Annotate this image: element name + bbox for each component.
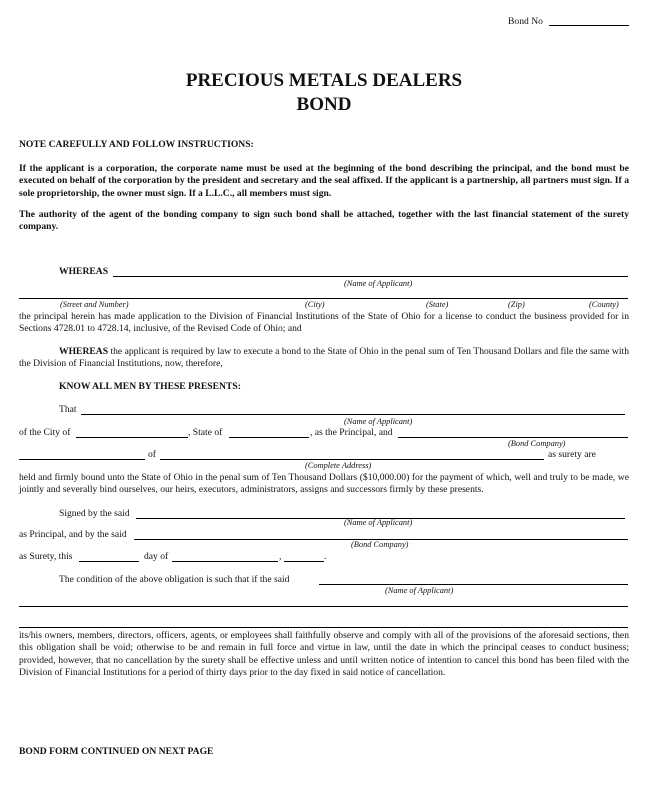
whereas-label: WHEREAS: [59, 266, 109, 277]
signed-name-caption: (Name of Applicant): [344, 518, 413, 527]
year-field[interactable]: [284, 561, 324, 562]
of-the-city-of-label: of the City of: [19, 427, 71, 438]
that-label: That: [59, 404, 77, 415]
condition-label: The condition of the above obligation is such that if the said: [59, 574, 290, 585]
state-field[interactable]: [229, 437, 309, 438]
applicant-name-caption: (Name of Applicant): [344, 279, 413, 288]
title-line-1: PRECIOUS METALS DEALERS: [185, 70, 463, 91]
county-caption: (County): [589, 300, 619, 309]
that-name-field[interactable]: [81, 414, 625, 415]
whereas-2-label: WHEREAS: [59, 346, 109, 357]
signed-by-label: Signed by the said: [59, 508, 130, 519]
state-caption: (State): [426, 300, 449, 309]
city-caption: (City): [305, 300, 325, 309]
know-all-men-heading: KNOW ALL MEN BY THESE PRESENTS:: [59, 381, 241, 392]
bond-company-field[interactable]: [398, 437, 628, 438]
note-heading: NOTE CAREFULLY AND FOLLOW INSTRUCTIONS:: [19, 139, 254, 150]
surety-name-field[interactable]: [19, 459, 145, 460]
whereas-2-text: the applicant is required by law to execute a bond to the State of Ohio in the penal sum of Ten Thousand Dollars and file the same with the Division of Financial Institutions, now, therefore,: [19, 346, 629, 370]
title-line-2: BOND: [296, 94, 352, 115]
complete-address-caption: (Complete Address): [305, 461, 372, 470]
principal-paragraph: the principal herein has made application to the Division of Financial Institutions of the State of Ohio for a license to conduct the business provided for in Sections 4728.01 to 4728.14, inclusive, of the Revised Code of Ohio; and: [19, 311, 629, 335]
condition-continued-field[interactable]: [19, 606, 628, 607]
signed-bond-company-caption: (Bond Company): [351, 540, 409, 549]
applicant-name-field[interactable]: [113, 276, 628, 277]
day-of-label: day of: [144, 551, 169, 562]
obligation-paragraph: its/his owners, members, directors, officers, agents, or employees shall faithfully observe and comply with all of the provisions of the aforesaid sections, then this obligation shall be void; otherwise to be and remain in full force and virtue in law, until the date in which the principal ceases to conduct business; provided, however, that no cancellation by the surety shall be effective unless and until written notice of intention to cancel this bond has been filed with the Division of Financial Institutions for a period of thirty days prior to the day fixed in said notice of cancellation.: [19, 630, 629, 678]
applicant-address-field[interactable]: [19, 298, 628, 299]
whereas-2-paragraph: [19, 346, 629, 371]
bond-company-caption: (Bond Company): [508, 439, 566, 448]
of-label: of: [148, 449, 156, 460]
month-field[interactable]: [172, 561, 278, 562]
as-principal-by-label: as Principal, and by the said: [19, 529, 127, 540]
condition-continued-field-2[interactable]: [19, 627, 628, 628]
condition-name-field[interactable]: [319, 584, 628, 585]
as-surety-this-label: as Surety, this: [19, 551, 73, 562]
instructions-paragraph-1: If the applicant is a corporation, the corporate name must be used at the beginning of the bond describing the principal, and the bond must be executed on behalf of the corporation by the president and secretary and the seal affixed. If the applicant is a partnership, all partners must sign. If a sole proprietorship, the owner must sign. If a L.L.C., all members must sign.: [19, 163, 629, 199]
day-field[interactable]: [79, 561, 139, 562]
bond-no-field[interactable]: [549, 25, 629, 26]
instructions-paragraph-2: The authority of the agent of the bonding company to sign such bond shall be attached, together with the last financial statement of the surety company.: [19, 209, 629, 233]
city-field[interactable]: [76, 437, 188, 438]
zip-caption: (Zip): [508, 300, 525, 309]
condition-name-caption: (Name of Applicant): [385, 586, 454, 595]
as-surety-are-label: as surety are: [548, 449, 596, 460]
held-paragraph: held and firmly bound unto the State of Ohio in the penal sum of Ten Thousand Dollars ($10,000.00) for the payment of which, well and truly to be made, we jointly and severally bind ourselves, our heirs, executors, administrators, assigns and successors firmly by these presents.: [19, 472, 629, 496]
that-name-caption: (Name of Applicant): [344, 417, 413, 426]
footer-continued: BOND FORM CONTINUED ON NEXT PAGE: [19, 746, 214, 757]
as-principal-label: , as the Principal, and: [310, 427, 393, 438]
street-caption: (Street and Number): [60, 300, 129, 309]
surety-address-field[interactable]: [160, 459, 544, 460]
bond-no-label: Bond No: [508, 16, 543, 27]
state-of-label: , State of: [188, 427, 223, 438]
